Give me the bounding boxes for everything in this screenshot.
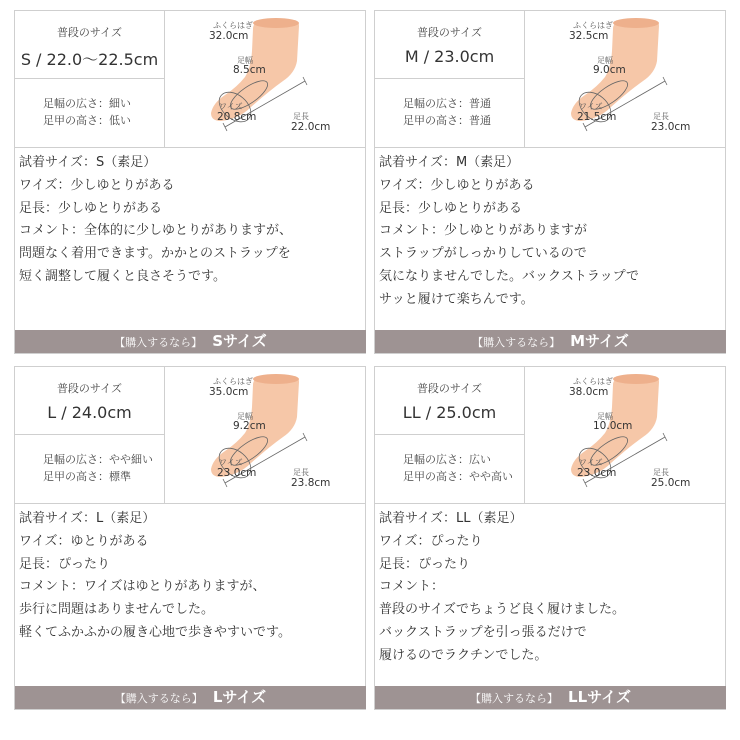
length-label: 足長 [293, 112, 309, 121]
length-value: 25.0cm [651, 477, 691, 489]
size-card-s [14, 10, 366, 354]
width-value: 21.5cm [577, 111, 617, 123]
review-line: コメント：ワイズはゆとりがありますが、 [19, 579, 266, 595]
review-line: 足長：ぴったり [379, 556, 471, 572]
review-line: 普段のサイズでちょうど良く履けました。 [379, 602, 625, 618]
recommended-prefix: 【購入するなら】 [114, 692, 203, 705]
usual-size-label: 普段のサイズ [56, 26, 123, 39]
usual-size-value: LL / 25.0cm [402, 403, 497, 422]
review-line: コメント： [379, 579, 445, 595]
review-line: サッと履けて楽ちんです。 [379, 291, 534, 307]
length-value: 22.0cm [291, 121, 331, 133]
foot-icon [525, 11, 726, 147]
foot-shape-cell [15, 435, 165, 503]
recommended-prefix: 【購入するなら】 [114, 336, 203, 349]
size-card-ll [374, 366, 726, 710]
calf-value: 38.0cm [569, 386, 609, 398]
review-line: 試着サイズ：LL（素足） [379, 511, 523, 526]
length-label: 足長 [653, 468, 669, 477]
usual-size-label: 普段のサイズ [416, 382, 483, 395]
length-label: 足長 [293, 468, 309, 477]
review-text [15, 147, 366, 331]
instep-label: 足幅 [597, 56, 613, 65]
review-line: 短く調整して履くと良さそうです。 [19, 268, 226, 284]
instep-label: 足幅 [237, 412, 253, 421]
recommended-prefix: 【購入するなら】 [472, 336, 561, 349]
calf-label: ふくらはぎ [573, 21, 613, 30]
foot-icon [525, 367, 726, 503]
width-label: ワイズ [219, 458, 243, 467]
review-line: 試着サイズ：L（素足） [19, 511, 156, 526]
foot-shape-cell [375, 435, 525, 503]
review-text [15, 503, 366, 687]
recommended-size-bar [375, 330, 726, 353]
review-line: ワイズ：ゆとりがある [19, 533, 149, 549]
recommended-size-bar [15, 330, 366, 353]
calf-label: ふくらはぎ [573, 377, 613, 386]
instep-value: 8.5cm [233, 64, 266, 76]
review-line: バックストラップを引っ張るだけで [379, 624, 587, 640]
foot-width-text: 足幅の広さ：広い [403, 453, 491, 466]
usual-size-cell [15, 367, 165, 435]
review-line: 試着サイズ：M（素足） [379, 155, 520, 170]
usual-size-label: 普段のサイズ [56, 382, 123, 395]
width-value: 20.8cm [217, 111, 257, 123]
instep-label: 足幅 [597, 412, 613, 421]
usual-size-value: M / 23.0cm [404, 47, 495, 66]
length-value: 23.8cm [291, 477, 331, 489]
foot-illustration [525, 11, 726, 147]
size-card-l [14, 366, 366, 710]
recommended-size-bar [15, 686, 366, 709]
review-line: ワイズ：少しゆとりがある [19, 177, 175, 193]
width-value: 23.0cm [217, 467, 257, 479]
review-line: 歩行に問題はありませんでした。 [19, 602, 215, 618]
instep-height-text: 足甲の高さ：標準 [43, 470, 131, 483]
foot-width-text: 足幅の広さ：普通 [403, 97, 491, 110]
review-line: ワイズ：少しゆとりがある [379, 177, 535, 193]
calf-label: ふくらはぎ [213, 377, 253, 386]
size-card-m [374, 10, 726, 354]
width-label: ワイズ [579, 458, 603, 467]
foot-shape-cell [15, 79, 165, 147]
width-label: ワイズ [219, 102, 243, 111]
instep-value: 9.2cm [233, 420, 266, 432]
length-label: 足長 [653, 112, 669, 121]
foot-illustration [165, 11, 366, 147]
instep-value: 10.0cm [593, 420, 633, 432]
length-value: 23.0cm [651, 121, 691, 133]
review-line: 足長：少しゆとりがある [19, 200, 163, 216]
recommended-size: Mサイズ [570, 332, 629, 350]
review-line: 足長：少しゆとりがある [379, 200, 523, 216]
instep-value: 9.0cm [593, 64, 626, 76]
calf-label: ふくらはぎ [213, 21, 253, 30]
usual-size-label: 普段のサイズ [416, 26, 483, 39]
foot-width-text: 足幅の広さ：やや細い [43, 453, 153, 466]
review-line: 試着サイズ：S（素足） [19, 155, 157, 170]
calf-value: 32.5cm [569, 30, 609, 42]
usual-size-value: S / 22.0〜22.5cm [20, 50, 159, 69]
review-text [375, 503, 726, 687]
review-line: ワイズ：ぴったり [379, 533, 483, 549]
foot-icon [165, 11, 366, 147]
review-line: コメント：全体的に少しゆとりがありますが、 [19, 223, 293, 239]
instep-height-text: 足甲の高さ：やや高い [403, 470, 513, 483]
foot-shape-cell [375, 79, 525, 147]
instep-height-text: 足甲の高さ：普通 [403, 114, 491, 127]
review-line: コメント：少しゆとりがありますが [379, 223, 588, 239]
review-line: 足長：ぴったり [19, 556, 111, 572]
usual-size-cell [375, 367, 525, 435]
foot-illustration [525, 367, 726, 503]
instep-height-text: 足甲の高さ：低い [43, 114, 131, 127]
recommended-size: LLサイズ [568, 688, 631, 706]
usual-size-value: L / 24.0cm [47, 403, 132, 422]
usual-size-cell [375, 11, 525, 79]
review-line: 軽くてふかふかの履き心地で歩きやすいです。 [19, 624, 291, 640]
review-line: 履けるのでラクチンでした。 [379, 647, 548, 663]
foot-width-text: 足幅の広さ：細い [43, 97, 131, 110]
width-label: ワイズ [579, 102, 603, 111]
review-line: 問題なく着用できます。かかとのストラップを [19, 246, 291, 262]
foot-icon [165, 367, 366, 503]
usual-size-cell [15, 11, 165, 79]
instep-label: 足幅 [237, 56, 253, 65]
review-line: 気になりませんでした。バックストラップで [379, 268, 640, 284]
recommended-size: Lサイズ [212, 688, 267, 706]
recommended-size: Sサイズ [212, 332, 267, 350]
foot-illustration [165, 367, 366, 503]
recommended-size-bar [375, 686, 726, 709]
width-value: 23.0cm [577, 467, 617, 479]
calf-value: 32.0cm [209, 30, 249, 42]
review-line: ストラップがしっかりしているので [379, 246, 587, 262]
review-text [375, 147, 726, 331]
calf-value: 35.0cm [209, 386, 249, 398]
recommended-prefix: 【購入するなら】 [470, 692, 559, 705]
